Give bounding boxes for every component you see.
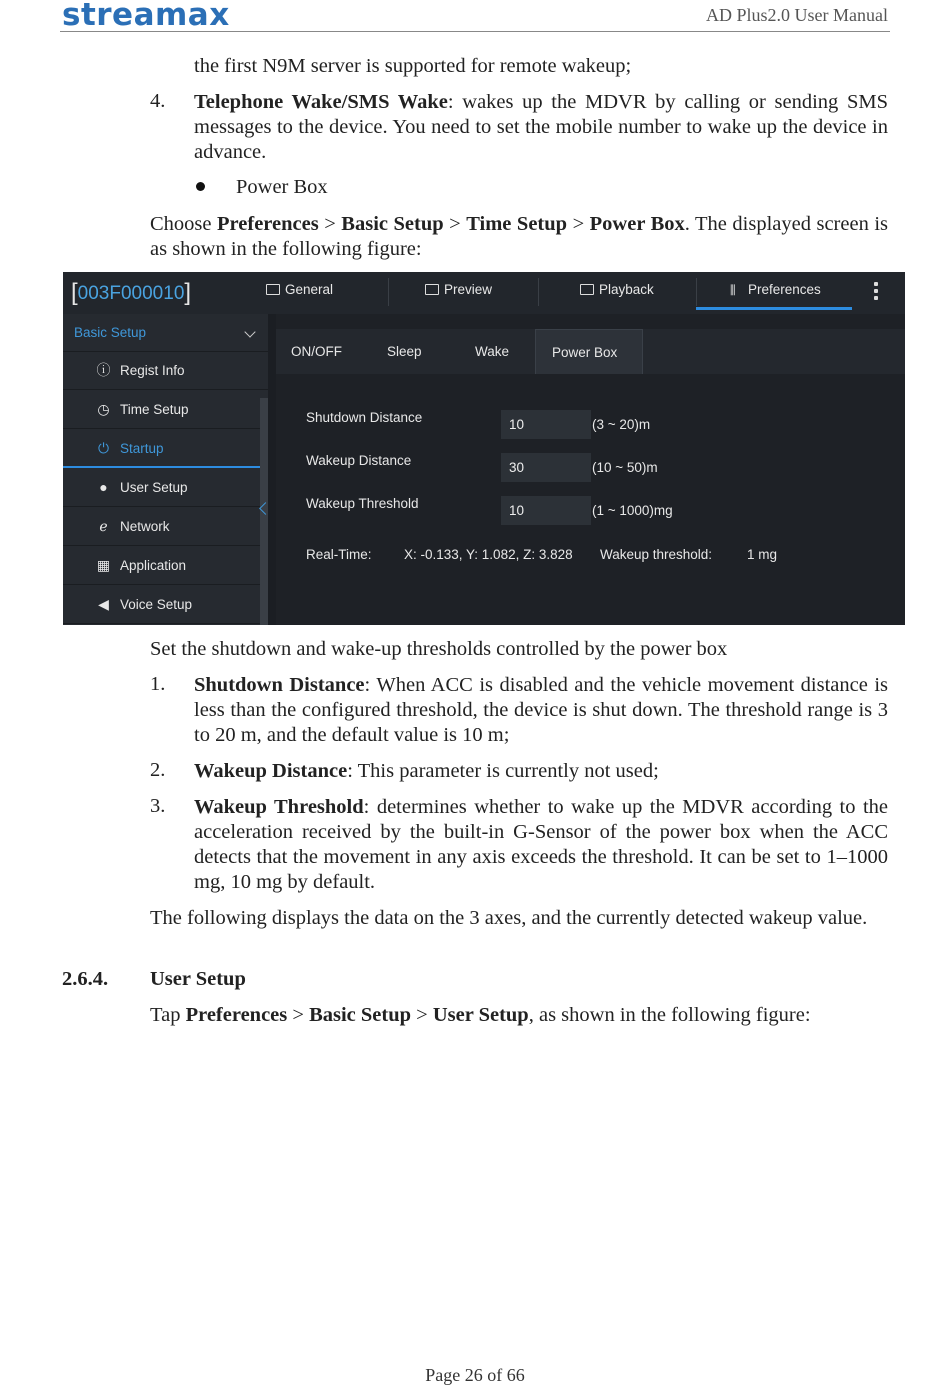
telephone-wake-item: Telephone Wake/SMS Wake: wakes up the MDVR by calling or sending SMS messages to the device. You need to set the mobile number to wake up the device in advance. <box>194 91 888 163</box>
current-threshold-label: Wakeup threshold: <box>600 547 713 562</box>
network-icon: ℯ <box>99 518 108 534</box>
playback-icon <box>580 284 594 295</box>
figure-caption: Set the shutdown and wake-up thresholds controlled by the power box <box>150 638 728 660</box>
power-icon: ⏻ <box>97 440 110 456</box>
shutdown-distance-range: (3 ~ 20)m <box>592 417 651 432</box>
preview-icon <box>425 284 439 295</box>
sidebar-item-regist-info[interactable]: ⓘ Regist Info <box>63 352 268 390</box>
tap-instruction: Tap Preferences > Basic Setup > User Setup, as shown in the following figure: <box>150 1004 811 1026</box>
intro-line: the first N9M server is supported for remote wakeup; <box>194 55 632 77</box>
subtab-bar <box>276 329 905 374</box>
sidebar-item-time-setup[interactable]: ◷ Time Setup <box>63 391 268 429</box>
wakeup-distance-range: (10 ~ 50)m <box>592 460 658 475</box>
sliders-icon: ⫼ <box>730 283 735 297</box>
current-threshold-value: 1 mg <box>747 547 778 562</box>
wakeup-threshold-input[interactable]: 10 <box>501 496 591 525</box>
shutdown-distance-label: Shutdown Distance <box>306 410 423 425</box>
wakeup-threshold-label: Wakeup Threshold <box>306 496 419 511</box>
more-menu-icon[interactable] <box>874 282 878 303</box>
settings-panel <box>276 314 905 625</box>
sidebar-item-user-setup[interactable]: ● User Setup <box>63 469 268 507</box>
sidebar-header-basic-setup[interactable]: Basic Setup <box>63 314 268 352</box>
wakeup-threshold-range: (1 ~ 1000)mg <box>592 503 673 518</box>
page-number: Page 26 of 66 <box>425 1365 525 1385</box>
power-box-bullet: Power Box <box>236 176 328 198</box>
realtime-label: Real-Time: <box>306 547 372 562</box>
subtab-on-off[interactable]: ON/OFF <box>291 344 342 359</box>
active-tab-indicator <box>696 307 852 310</box>
sidebar-item-network[interactable]: ℯ Network <box>63 508 268 546</box>
sidebar-item-startup[interactable]: ⏻ Startup <box>63 430 268 468</box>
manual-title: AD Plus2.0 User Manual <box>706 5 888 25</box>
subtab-sleep[interactable]: Sleep <box>387 344 422 359</box>
shutdown-distance-description: Shutdown Distance: When ACC is disabled and the vehicle movement distance is less than the configured threshold, the device is shut down. The threshold range is 3 to 20 m, and the default value is 10 m; <box>194 674 888 746</box>
sidebar-item-application[interactable]: ▦ Application <box>63 547 268 585</box>
tab-divider <box>696 278 697 306</box>
megaphone-icon: ◀ <box>98 596 109 612</box>
info-icon: ⓘ <box>96 362 111 378</box>
tab-general[interactable]: General <box>266 272 333 314</box>
device-id: [003F000010] <box>71 279 192 306</box>
section-number: 2.6.4. <box>62 968 109 990</box>
clock-icon: ◷ <box>97 401 110 417</box>
tab-preferences[interactable]: ⫼ Preferences <box>730 272 821 314</box>
realtime-value: X: -0.133, Y: 1.082, Z: 3.828 <box>404 547 573 562</box>
tab-divider <box>538 278 539 306</box>
choose-instruction: Choose Preferences > Basic Setup > Time Setup > Power Box. The displayed screen is as shown in the following figure: <box>150 213 889 260</box>
item-number: 1. <box>150 673 166 695</box>
streamax-logo: streamax <box>62 0 230 33</box>
top-nav-bar <box>63 272 905 314</box>
subtab-power-box[interactable]: Power Box <box>535 329 643 374</box>
wakeup-threshold-description: Wakeup Threshold: determines whether to wake up the MDVR according to the acceleration received by the built-in G-Sensor of the power box when the ACC detects that the movement in any axis exceeds the threshold. It can be set to 1–1000 mg, 10 mg by default. <box>194 796 889 893</box>
sidebar <box>63 314 268 625</box>
item-number: 2. <box>150 759 166 781</box>
tab-divider <box>388 278 389 306</box>
wakeup-distance-description: Wakeup Distance: This parameter is currently not used; <box>194 760 659 782</box>
sidebar-item-voice-setup[interactable]: ◀ Voice Setup <box>63 586 268 624</box>
user-icon: ● <box>99 479 108 495</box>
item-number: 4. <box>150 90 166 112</box>
app-grid-icon: ▦ <box>96 557 111 573</box>
wakeup-distance-label: Wakeup Distance <box>306 453 412 468</box>
power-box-screenshot <box>63 272 905 625</box>
item-number: 3. <box>150 795 166 817</box>
header-divider <box>60 31 890 32</box>
general-icon <box>266 284 280 295</box>
subtab-wake[interactable]: Wake <box>475 344 510 359</box>
wakeup-distance-input[interactable]: 30 <box>501 453 591 482</box>
tab-preview[interactable]: Preview <box>425 272 492 314</box>
section-title: User Setup <box>150 968 246 990</box>
chevron-down-icon <box>244 326 255 337</box>
tab-playback[interactable]: Playback <box>580 272 654 314</box>
bullet-dot <box>196 182 205 191</box>
shutdown-distance-input[interactable]: 10 <box>501 410 591 439</box>
axes-paragraph: The following displays the data on the 3 axes, and the currently detected wakeup value. <box>150 907 868 929</box>
